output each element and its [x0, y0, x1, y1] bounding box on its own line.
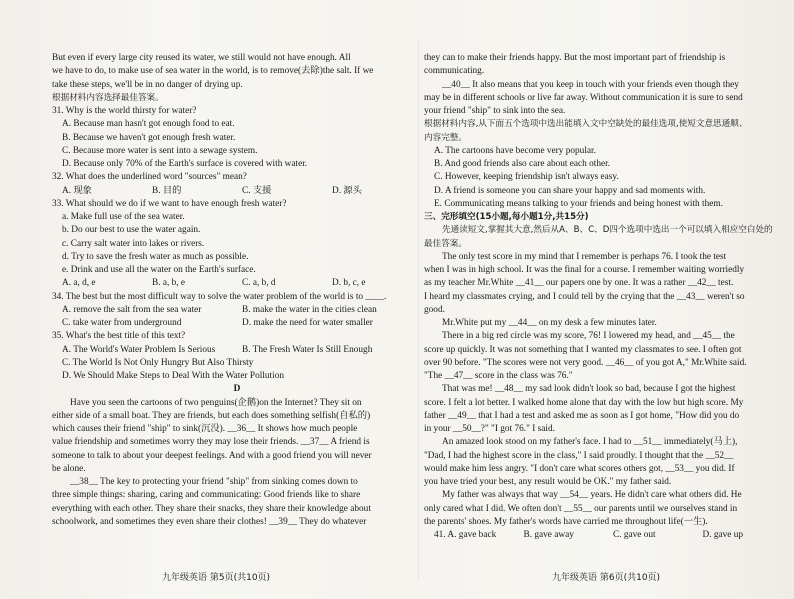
option: A. a, d, e [62, 278, 96, 289]
option: B. a, b, e [152, 278, 186, 289]
passage-line: Have you seen the cartoons of two penguins(企鹅)on the Internet? They sit on [70, 397, 362, 408]
passage-line: I heard my classmates crying, and I could tell by the crying that the __43__ weren't so [424, 291, 745, 302]
passage-line: in your __50__?" "I got 76." I said. [424, 424, 555, 434]
passage-line: That was me! __48__ my sad look didn't look so bad, because I got the highest [442, 384, 736, 395]
text-line: C. Because more water is sent into a sewage system. [62, 145, 258, 156]
passage-line: B. And good friends also care about each other. [434, 159, 611, 169]
text-line: e. Drink and use all the water on the Earth's surface. [62, 265, 256, 275]
option: A. The World's Water Problem Is Serious [62, 344, 216, 355]
page-5-column [52, 52, 422, 529]
text-line: d. Try to save the fresh water as much as possible. [62, 251, 249, 262]
passage-line: communicating. [424, 66, 485, 77]
passage-line: good. [424, 304, 445, 315]
passage-line: C. However, keeping friendship isn't always easy. [434, 172, 619, 183]
passage-line: everything with each other. They share their snacks, they share their knowledge about [52, 503, 371, 514]
option: 41. A. gave back [434, 530, 497, 540]
passage-line: they can to make their friends happy. But the most important part of friendship is [424, 53, 726, 63]
text-line: B. Because we haven't got enough fresh water. [62, 132, 236, 143]
passage-line: schoolwork, and sometimes they even share their clothes! __39__ They do whatever [52, 516, 367, 527]
text-line: 31. Why is the world thirsty for water? [52, 106, 197, 116]
passage-line: 最佳答案。 [424, 238, 467, 249]
passage-line: you have tried your best, any result would be OK." my father said. [424, 477, 672, 487]
passage-line: three simple things: sharing, caring and communicating: Good friends like to share [52, 490, 361, 501]
passage-line: may be in different schools or live far away. Without communication it is sure to send [424, 92, 743, 103]
passage-line: "Dad, I had the highest score in the class," I said proudly. I thought that the __52__ [424, 450, 734, 461]
passage-line: as my teacher Mr.White __41__ our papers one by one. It was a rather __42__ test. [424, 278, 734, 289]
passage-line: My father was always that way __54__ years. He didn't care what others did. He [442, 490, 742, 501]
option: D. b, c, e [332, 278, 366, 289]
option: B. 目的 [152, 185, 182, 196]
option: B. gave away [523, 530, 574, 540]
passage-line: which causes their friend "ship" to sink(沉没). __36__ It shows how much people [52, 424, 358, 434]
q32-options [52, 185, 422, 198]
passage-line: when I was in high school. It was the final for a course. I remember waiting worriedly [424, 265, 745, 275]
q35-question: 35. What's the best title of this text? [52, 331, 186, 342]
text-line: But even if every large city reused its water, we still would not have enough. All [52, 53, 351, 63]
passage-line: would make him less angry. "I don't care what scores others got, __53__ you did. If [424, 463, 735, 474]
option: A. remove the salt from the sea water [62, 304, 202, 315]
option: C. a, b, d [242, 278, 276, 289]
text-line: a. Make full use of the sea water. [62, 212, 185, 222]
passage-line: D. A friend is someone you can share your happy and sad moments with. [434, 185, 706, 196]
q41-options [424, 529, 792, 542]
page-6-footer: 九年级英语 第6页(共10页) [552, 573, 661, 583]
q34-question: 34. The best but the most difficult way to solve the water problem of the world is to ____. [52, 291, 387, 302]
passage-line: only cared what I did. We often don't __55__ our parents until we ourselves stand in [424, 503, 738, 514]
passage-line: the parents' shoes. My father's words have carried me throughout life(一生). [424, 516, 708, 527]
q34-options [52, 304, 422, 317]
page-6-column [424, 52, 792, 542]
passage-line: score. I felt a lot better. I walked home alone that day with the low but high score. My [424, 397, 744, 408]
q34-options [52, 317, 422, 330]
q35-option: D. We Should Make Steps to Deal With the Water Pollution [62, 371, 285, 381]
q33-options [52, 277, 422, 290]
passage-line: A. The cartoons have become very popular. [434, 145, 596, 156]
text-line: 33. What should we do if we want to have enough fresh water? [52, 198, 287, 209]
passage-line: be alone. [52, 463, 86, 474]
text-line: A. Because man hasn't got enough food to eat. [62, 119, 235, 130]
passage-line: Mr.White put my __44__ on my desk a few minutes later. [442, 318, 657, 328]
section-heading: D [233, 384, 241, 395]
text-line: take these steps, we'll be in no danger of drying up. [52, 79, 243, 90]
passage-line: someone to talk to about your deepest feelings. And with a good friend you will never [52, 450, 372, 461]
passage-line: over 90 before. "The scores were not very good. __46__ of you got A," Mr.White said. [424, 357, 747, 368]
option: C. 支援 [242, 185, 272, 196]
passage-line: your friend "ship" to sink into the sea. [424, 106, 566, 116]
passage-line: The only test score in my mind that I remember is perhaps 76. I took the test [442, 251, 727, 262]
text-line: we have to do, to make use of sea water in the world, is to remove(去除)the salt. If we [52, 66, 374, 77]
passage-line: __40__ It also means that you keep in touch with your friends even though they [442, 79, 739, 90]
q35-option: C. The World Is Not Only Hungry But Also Thirsty [62, 357, 254, 368]
option: C. gave out [613, 530, 656, 540]
option: B. The Fresh Water Is Still Enough [242, 344, 373, 355]
passage-line: either side of a small boat. They are friends, but each does something selfish(自私的) [52, 410, 371, 421]
passage-line: score up quickly. It was not something that I wanted my classmates to see. I often got [424, 344, 742, 355]
passage-line: "The __47__ score in the class was 76." [424, 371, 573, 381]
option: D. gave up [702, 530, 744, 540]
passage-line: There in a big red circle was my score, 76! I lowered my head, and __45__ the [442, 331, 735, 342]
passage-line: father __49__ that I had a test and asked me as soon as I got home, "How did you do [424, 410, 740, 421]
text-line: b. Do our best to use the water again. [62, 225, 201, 236]
passage-line: __38__ The key to protecting your friend "ship" from sinking comes down to [70, 477, 358, 487]
passage-line: E. Communicating means talking to your friends and being honest with them. [434, 198, 723, 209]
text-line: c. Carry salt water into lakes or rivers. [62, 238, 205, 249]
passage-line: value friendship and sometimes worry they may lose their friends. __37__ A friend is [52, 437, 370, 448]
option: D. 源头 [332, 185, 362, 196]
passage-line: 三、完形填空(15小题,每小题1分,共15分) [424, 212, 589, 222]
passage-line: 先通读短文,掌握其大意,然后从A、B、C、D四个选项中选出一个可以填入相应空白处的 [442, 225, 773, 236]
text-line: D. Because only 70% of the Earth's surface is covered with water. [62, 159, 308, 169]
passage-line: 内容完整。 [424, 132, 467, 143]
text-line: 32. What does the underlined word "sources" mean? [52, 172, 247, 183]
option: C. take water from underground [62, 318, 182, 328]
text-line: 根据材料内容选择最佳答案。 [52, 92, 164, 103]
q35-options [52, 344, 422, 357]
option: A. 现象 [62, 185, 92, 196]
passage-line: An amazed look stood on my father's face. I had to __51__ immediately(马上), [442, 437, 738, 448]
option: B. make the water in the cities clean [242, 304, 377, 315]
option: D. make the need for water smaller [242, 318, 373, 328]
page-5-footer: 九年级英语 第5页(共10页) [162, 573, 271, 583]
passage-line: 根据材料内容,从下面五个选项中选出能填入文中空缺处的最佳选项,使短文意思通顺、 [424, 119, 748, 130]
